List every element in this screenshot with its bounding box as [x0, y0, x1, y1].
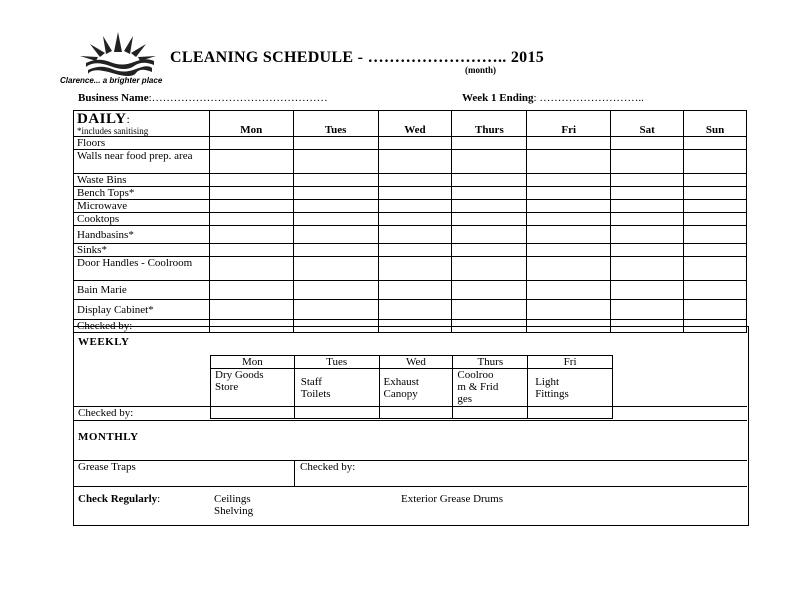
- daily-check-cell[interactable]: [611, 137, 684, 150]
- week-ending-label: Week 1 Ending: [462, 92, 534, 104]
- daily-check-cell[interactable]: [209, 174, 293, 187]
- daily-check-cell[interactable]: [527, 213, 611, 226]
- daily-row: [74, 226, 747, 244]
- daily-check-cell[interactable]: [378, 257, 452, 281]
- day-header: Wed: [378, 111, 452, 137]
- daily-task-label: Sinks*: [74, 244, 210, 257]
- daily-check-cell[interactable]: [684, 300, 747, 320]
- daily-task-label: Microwave: [74, 200, 210, 213]
- daily-row: [74, 300, 747, 320]
- daily-check-cell[interactable]: [452, 300, 527, 320]
- daily-check-cell[interactable]: [378, 174, 452, 187]
- daily-row: [74, 187, 747, 200]
- daily-check-cell[interactable]: [527, 300, 611, 320]
- daily-task-label: Display Cabinet*: [74, 300, 210, 320]
- daily-check-cell[interactable]: [527, 174, 611, 187]
- weekly-heading: WEEKLY: [78, 336, 130, 348]
- daily-task-label: Bain Marie: [74, 281, 210, 300]
- daily-check-cell[interactable]: [452, 226, 527, 244]
- divider: [612, 406, 747, 407]
- daily-check-cell[interactable]: [378, 244, 452, 257]
- daily-check-cell[interactable]: [378, 281, 452, 300]
- weekly-task-cell[interactable]: [294, 369, 379, 407]
- daily-check-cell[interactable]: [527, 257, 611, 281]
- daily-check-cell[interactable]: [611, 200, 684, 213]
- week-ending-field[interactable]: [462, 92, 644, 104]
- daily-check-cell[interactable]: [378, 226, 452, 244]
- daily-check-cell[interactable]: [293, 281, 378, 300]
- daily-check-cell[interactable]: [209, 244, 293, 257]
- daily-check-cell[interactable]: [684, 137, 747, 150]
- weekly-task: Coolroo m & Fridges: [457, 369, 499, 405]
- monthly-heading: MONTHLY: [78, 431, 139, 443]
- daily-check-cell[interactable]: [611, 300, 684, 320]
- check-regularly-colon: :: [157, 493, 161, 505]
- daily-check-cell[interactable]: [293, 300, 378, 320]
- daily-check-cell[interactable]: [684, 244, 747, 257]
- daily-task-label: Waste Bins: [74, 174, 210, 187]
- daily-row: [74, 150, 747, 174]
- divider: [294, 460, 295, 487]
- daily-check-cell[interactable]: [611, 174, 684, 187]
- daily-check-cell[interactable]: [209, 281, 293, 300]
- daily-check-cell[interactable]: [611, 213, 684, 226]
- daily-check-cell[interactable]: [378, 137, 452, 150]
- daily-check-cell[interactable]: [611, 150, 684, 174]
- daily-check-cell[interactable]: [378, 187, 452, 200]
- daily-check-cell[interactable]: [452, 244, 527, 257]
- daily-check-cell[interactable]: [527, 281, 611, 300]
- weekly-check-cell[interactable]: [379, 407, 453, 419]
- day-header: Mon: [209, 111, 293, 137]
- daily-heading: DAILY: [77, 111, 127, 127]
- daily-heading-colon: :: [126, 112, 130, 126]
- daily-task-label: Cooktops: [74, 213, 210, 226]
- daily-check-cell[interactable]: [452, 137, 527, 150]
- monthly-task: Grease Traps: [78, 461, 136, 473]
- daily-check-cell[interactable]: [527, 244, 611, 257]
- daily-check-cell[interactable]: [209, 137, 293, 150]
- daily-check-cell[interactable]: [209, 300, 293, 320]
- weekly-task: Light Fittings: [535, 375, 569, 400]
- weekly-checked-by: Checked by:: [78, 407, 134, 419]
- daily-check-cell[interactable]: [684, 213, 747, 226]
- daily-check-cell[interactable]: [209, 150, 293, 174]
- daily-check-cell[interactable]: [611, 257, 684, 281]
- daily-task-label: Bench Tops*: [74, 187, 210, 200]
- day-header: Tues: [293, 111, 378, 137]
- daily-check-cell[interactable]: [611, 187, 684, 200]
- daily-task-label: Door Handles - Coolroom: [74, 257, 210, 281]
- divider: [73, 486, 747, 487]
- weekly-day-header: Thurs: [453, 356, 528, 369]
- daily-row: [74, 257, 747, 281]
- weekly-table: [210, 355, 613, 419]
- daily-check-cell[interactable]: [378, 150, 452, 174]
- day-header: Sun: [684, 111, 747, 137]
- weekly-task: Exhaust Canopy: [383, 375, 419, 400]
- logo-caption: Clarence... a brighter place: [60, 76, 163, 85]
- daily-check-cell[interactable]: [527, 200, 611, 213]
- check-regularly-text: Check Regularly: [78, 493, 158, 505]
- daily-check-cell[interactable]: [452, 257, 527, 281]
- day-header: Sat: [611, 111, 684, 137]
- daily-check-cell[interactable]: [527, 226, 611, 244]
- daily-check-cell[interactable]: [209, 213, 293, 226]
- daily-check-cell[interactable]: [293, 257, 378, 281]
- daily-check-cell[interactable]: [293, 150, 378, 174]
- daily-row: [74, 213, 747, 226]
- business-name-field[interactable]: [78, 92, 328, 104]
- daily-check-cell[interactable]: [452, 213, 527, 226]
- daily-check-cell[interactable]: [684, 200, 747, 213]
- daily-row: [74, 200, 747, 213]
- daily-check-cell[interactable]: [452, 281, 527, 300]
- daily-check-cell[interactable]: [293, 174, 378, 187]
- week-ending-value: : ………………………..: [533, 92, 644, 104]
- business-name-value: :…………………………………………: [148, 92, 328, 104]
- daily-task-label: Walls near food prep. area: [74, 150, 210, 174]
- divider: [73, 420, 747, 421]
- daily-check-cell[interactable]: [611, 281, 684, 300]
- day-header: Thurs: [452, 111, 527, 137]
- daily-check-cell[interactable]: [378, 213, 452, 226]
- daily-check-cell[interactable]: [527, 150, 611, 174]
- sanitising-note: *includes sanitising: [77, 126, 149, 136]
- regular-item: Ceilings: [214, 493, 251, 505]
- business-name-label: Business Name: [78, 92, 149, 104]
- daily-check-cell[interactable]: [684, 226, 747, 244]
- weekly-task-cell[interactable]: [211, 369, 295, 407]
- daily-check-cell[interactable]: [209, 187, 293, 200]
- daily-row: [74, 137, 747, 150]
- daily-check-cell[interactable]: [209, 226, 293, 244]
- weekly-task-cell[interactable]: [528, 369, 613, 407]
- daily-check-cell[interactable]: [293, 187, 378, 200]
- weekly-day-header: Fri: [528, 356, 613, 369]
- daily-check-cell[interactable]: [527, 137, 611, 150]
- day-header: Fri: [527, 111, 611, 137]
- daily-check-cell[interactable]: [293, 244, 378, 257]
- daily-check-cell[interactable]: [611, 244, 684, 257]
- daily-check-cell[interactable]: [452, 150, 527, 174]
- daily-check-cell[interactable]: [293, 226, 378, 244]
- daily-check-cell[interactable]: [684, 174, 747, 187]
- month-hint: (month): [465, 65, 496, 75]
- weekly-check-cell[interactable]: [453, 407, 528, 419]
- daily-check-cell[interactable]: [611, 226, 684, 244]
- daily-check-cell[interactable]: [209, 200, 293, 213]
- daily-row: [74, 244, 747, 257]
- daily-check-cell[interactable]: [293, 200, 378, 213]
- daily-task-label: Handbasins*: [74, 226, 210, 244]
- divider: [73, 460, 747, 461]
- daily-check-cell[interactable]: [684, 281, 747, 300]
- regular-item: Exterior Grease Drums: [401, 493, 504, 505]
- daily-table: [73, 110, 747, 333]
- weekly-check-cell[interactable]: [528, 407, 613, 419]
- daily-row: [74, 281, 747, 300]
- weekly-task: Staff Toilets: [300, 375, 331, 400]
- weekly-day-header: Wed: [379, 356, 453, 369]
- daily-check-cell[interactable]: [293, 213, 378, 226]
- daily-check-cell[interactable]: [684, 150, 747, 174]
- monthly-checked-by[interactable]: Checked by:: [300, 461, 356, 473]
- daily-row: [74, 174, 747, 187]
- weekly-day-header: Mon: [211, 356, 295, 369]
- daily-check-cell[interactable]: [378, 300, 452, 320]
- daily-check-cell[interactable]: [452, 187, 527, 200]
- page-title: CLEANING SCHEDULE - …………………….. 2015: [170, 49, 545, 66]
- daily-check-cell[interactable]: [527, 187, 611, 200]
- daily-check-cell[interactable]: [209, 257, 293, 281]
- daily-check-cell[interactable]: [378, 200, 452, 213]
- weekly-task: Dry Goods Store: [215, 369, 264, 393]
- weekly-check-cell[interactable]: [211, 407, 295, 419]
- daily-header-cell: [74, 111, 210, 137]
- daily-check-cell[interactable]: [684, 187, 747, 200]
- daily-check-cell[interactable]: [293, 137, 378, 150]
- weekly-day-header: Tues: [294, 356, 379, 369]
- daily-task-label: Floors: [74, 137, 210, 150]
- daily-checked-by: Checked by:: [74, 320, 210, 333]
- daily-check-cell[interactable]: [452, 200, 527, 213]
- weekly-task-cell[interactable]: [453, 369, 528, 407]
- weekly-check-cell[interactable]: [294, 407, 379, 419]
- daily-check-cell[interactable]: [684, 257, 747, 281]
- daily-check-cell[interactable]: [452, 174, 527, 187]
- regular-item: Shelving: [214, 505, 254, 517]
- weekly-task-cell[interactable]: [379, 369, 453, 407]
- check-regularly-label: [78, 493, 160, 505]
